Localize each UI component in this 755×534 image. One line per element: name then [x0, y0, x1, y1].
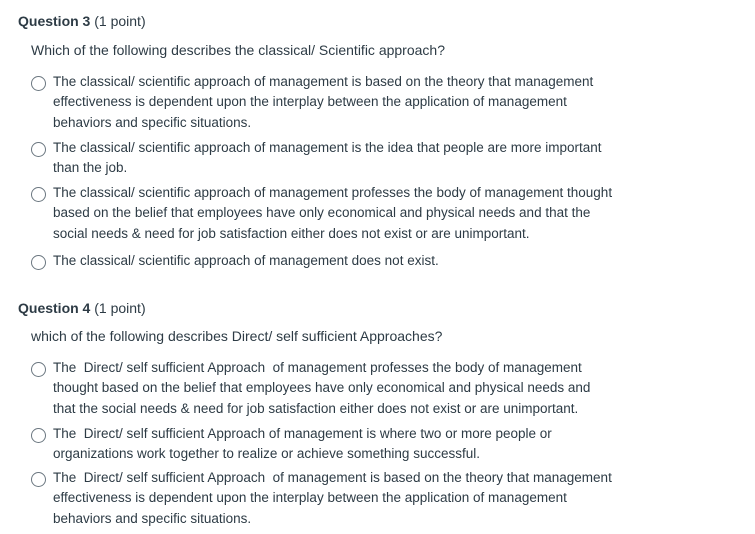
- answer-option[interactable]: [31, 424, 621, 465]
- answer-option-label: The Direct/ self sufficient Approach of management is based on the theory that management effectiveness is dependent upon the interplay between the application of management behaviors and specific situations.: [53, 470, 616, 526]
- question-prompt: which of the following describes Direct/ self sufficient Approaches?: [31, 328, 443, 344]
- question-points: (1 point): [94, 13, 146, 29]
- answer-option[interactable]: [31, 251, 621, 271]
- answer-option-label: The classical/ scientific approach of management is the idea that people are more important than the job.: [53, 140, 602, 176]
- answer-option-label: The Direct/ self sufficient Approach of management is where two or more people or organizations work together to realize or achieve something successful.: [53, 426, 556, 462]
- question-3-header: [18, 12, 146, 30]
- answer-option-label: The classical/ scientific approach of management professes the body of management thought based on the belief that employees have only economical and physical needs and that the social needs & need for job satisfaction either does not exist or are unimportant.: [53, 185, 613, 241]
- radio-button[interactable]: [31, 255, 46, 270]
- radio-button[interactable]: [31, 142, 46, 157]
- question-points: (1 point): [94, 300, 146, 316]
- answer-option-label: The Direct/ self sufficient Approach of management professes the body of management thought based on the belief that employees have only economical and physical needs and that the social needs & need for job satisfaction either does not exist or are unimportant.: [53, 360, 595, 416]
- question-4-header: [18, 299, 146, 317]
- radio-button[interactable]: [31, 187, 46, 202]
- question-prompt: Which of the following describes the classical/ Scientific approach?: [31, 42, 445, 58]
- answer-option[interactable]: [31, 72, 621, 133]
- radio-button[interactable]: [31, 76, 46, 91]
- question-title: Question 4: [18, 300, 91, 316]
- answer-option[interactable]: [31, 468, 621, 529]
- radio-button[interactable]: [31, 472, 46, 487]
- radio-button[interactable]: [31, 362, 46, 377]
- radio-button[interactable]: [31, 428, 46, 443]
- answer-option-label: The classical/ scientific approach of management is based on the theory that management effectiveness is dependent upon the interplay between the application of management behaviors and specific situations.: [53, 74, 594, 130]
- answer-option[interactable]: [31, 358, 621, 419]
- question-title: Question 3: [18, 13, 91, 29]
- answer-option-label: The classical/ scientific approach of management does not exist.: [53, 253, 439, 268]
- answer-option[interactable]: [31, 138, 621, 179]
- answer-option[interactable]: [31, 183, 621, 244]
